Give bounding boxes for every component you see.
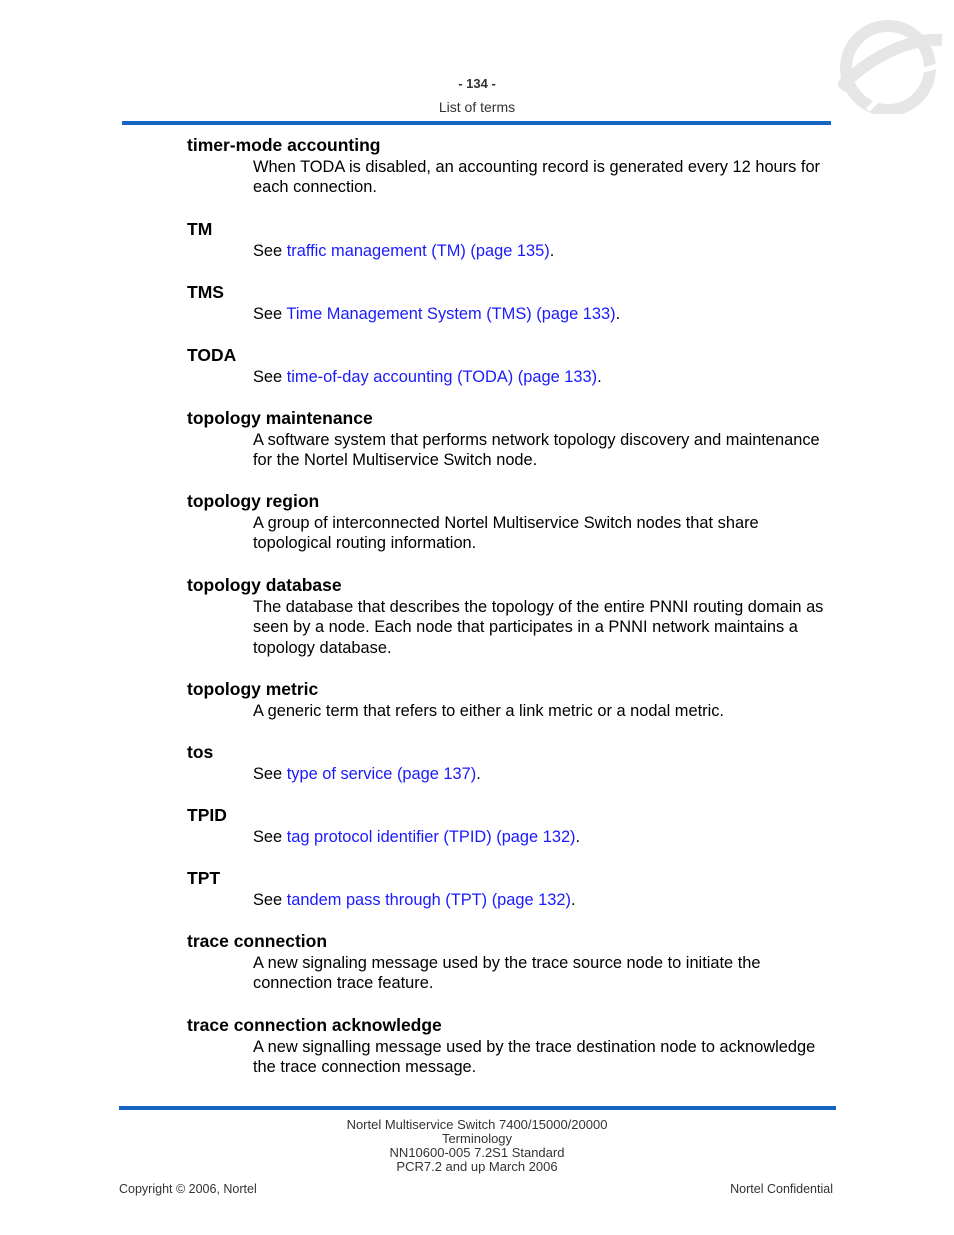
glossary-definition (253, 304, 838, 324)
see-prefix: See (253, 368, 287, 386)
see-prefix: See (253, 891, 287, 909)
glossary-term: TPID (187, 805, 227, 825)
glossary-definition: A generic term that refers to either a link metric or a nodal metric. (253, 702, 724, 720)
glossary-definition (253, 241, 838, 261)
glossary-entry (187, 575, 847, 658)
see-suffix: . (597, 368, 602, 386)
see-suffix: . (476, 765, 481, 783)
footer-copyright: Copyright © 2006, Nortel (119, 1182, 257, 1196)
glossary-term: topology region (187, 491, 320, 511)
glossary-definition: The database that describes the topology of the entire PNNI routing domain as seen by a node. Each node that participates in a PNNI network maintains a topology database. (253, 598, 824, 657)
footer-confidential: Nortel Confidential (730, 1182, 833, 1196)
cross-reference-link[interactable]: type of service (page 137) (286, 765, 477, 783)
glossary-term: tos (187, 742, 214, 762)
glossary-entry (187, 931, 847, 994)
see-suffix: . (575, 828, 581, 846)
glossary-entry (187, 491, 847, 554)
glossary-term: topology metric (187, 679, 319, 699)
glossary-term: TMS (187, 282, 224, 302)
footer-doc-title: Terminology (441, 1131, 513, 1146)
footer-rule (119, 1106, 836, 1110)
glossary-entry (187, 219, 847, 261)
glossary-definition: A new signaling message used by the trace source node to initiate the connection trace feature. (253, 954, 761, 993)
footer-doc-number: NN10600-005 7.2S1 Standard (389, 1145, 565, 1160)
glossary-definition (253, 367, 838, 387)
glossary-term: trace connection (187, 931, 328, 951)
glossary-term: TODA (187, 345, 237, 365)
glossary-term: TPT (187, 868, 221, 888)
footer-document-info (0, 1118, 954, 1174)
cross-reference-link[interactable]: traffic management (TM) (page 135) (286, 242, 550, 260)
glossary-definition: A software system that performs network topology discovery and maintenance for the Nortel Multiservice Switch node. (253, 431, 820, 470)
see-prefix: See (253, 828, 287, 846)
glossary-entry (187, 1015, 847, 1078)
glossary-term: trace connection acknowledge (187, 1015, 442, 1035)
footer-product: Nortel Multiservice Switch 7400/15000/20000 (346, 1117, 608, 1132)
glossary-definition (253, 890, 838, 910)
glossary-definition: A new signalling message used by the trace destination node to acknowledge the trace connection message. (253, 1038, 816, 1077)
see-suffix: . (615, 305, 621, 323)
header-rule (122, 121, 831, 125)
glossary-entry (187, 742, 847, 784)
glossary-entry (187, 135, 847, 198)
glossary-term: TM (187, 219, 213, 239)
glossary-definition (253, 827, 838, 847)
glossary-term: topology database (187, 575, 342, 595)
glossary-entry (187, 282, 847, 324)
cross-reference-link[interactable]: tandem pass through (TPT) (page 132) (286, 891, 571, 909)
footer-release: PCR7.2 and up March 2006 (396, 1159, 558, 1174)
cross-reference-link[interactable]: tag protocol identifier (TPID) (page 132) (286, 828, 576, 846)
glossary-entry (187, 408, 847, 471)
see-prefix: See (253, 305, 287, 323)
glossary-entry (187, 345, 847, 387)
glossary-definition: A group of interconnected Nortel Multiservice Switch nodes that share topological routing information. (253, 514, 759, 553)
glossary-definition (253, 764, 838, 784)
cross-reference-link[interactable]: time-of-day accounting (TODA) (page 133) (286, 368, 598, 386)
glossary-entry (187, 679, 847, 721)
see-suffix: . (570, 891, 576, 909)
glossary-definition: When TODA is disabled, an accounting record is generated every 12 hours for each connection. (253, 158, 821, 197)
section-title: List of terms (438, 99, 516, 115)
glossary-entry (187, 805, 847, 847)
glossary-term: topology maintenance (187, 408, 373, 428)
page-number: - 134 - (458, 76, 496, 91)
see-suffix: . (549, 242, 555, 260)
see-prefix: See (253, 765, 287, 783)
glossary-term: timer-mode accounting (187, 135, 381, 155)
glossary-entry (187, 868, 847, 910)
cross-reference-link[interactable]: Time Management System (TMS) (page 133) (286, 305, 616, 323)
see-prefix: See (253, 242, 287, 260)
